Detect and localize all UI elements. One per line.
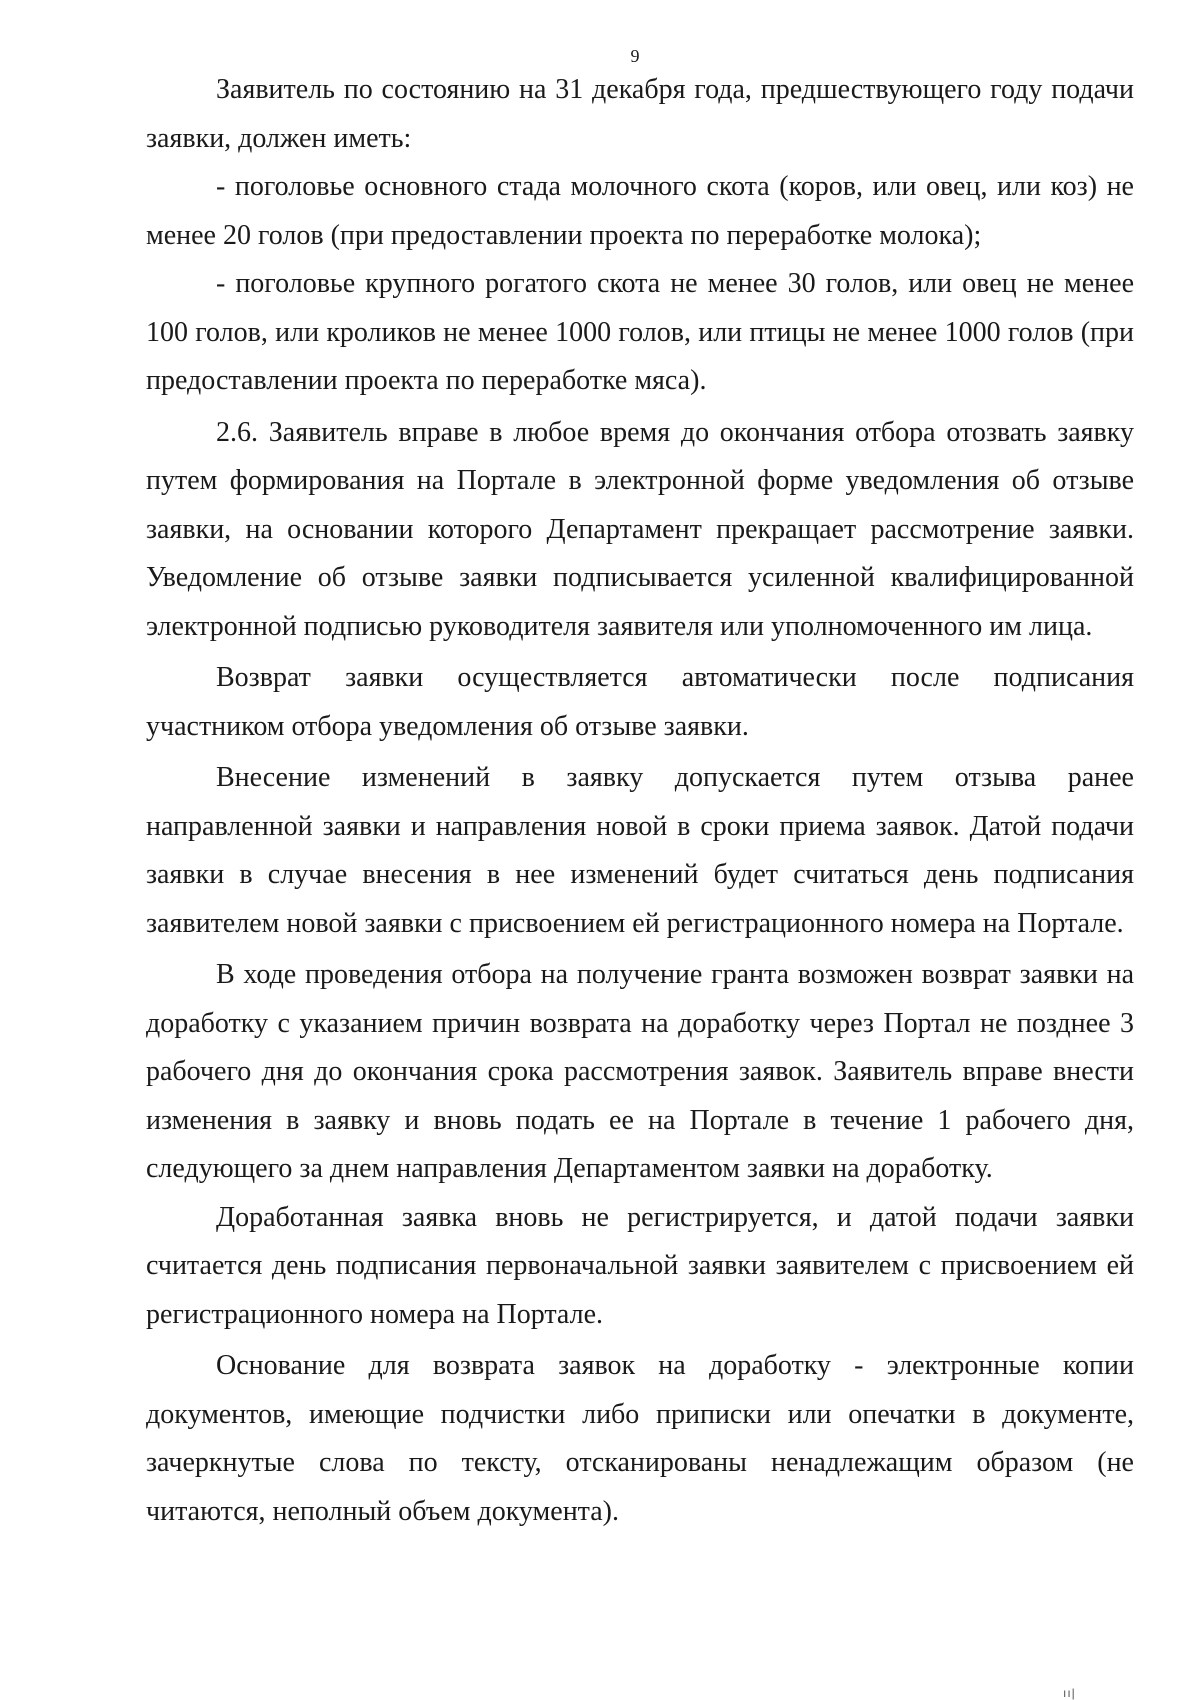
paragraph-return-grounds: Основание для возврата заявок на доработку - электронные копии документов, имеющие подчистки либо приписки или опечатки в документе, зачеркнутые слова по тексту, отсканированы ненадлежащим образом (не читаются, неполный объем документа). (146, 1350, 1134, 1527)
paragraph-revised-application: Доработанная заявка вновь не регистрируется, и датой подачи заявки считается день подписания первоначальной заявки заявителем с присвоением ей регистрационного номера на Портале. (146, 1201, 1134, 1330)
paragraph-applicant-requirements: Заявитель по состоянию на 31 декабря года, предшествующего году подачи заявки, должен иметь: (146, 74, 1134, 154)
paragraph-return-for-revision: В ходе проведения отбора на получение гранта возможен возврат заявки на доработку с указанием причин возврата на доработку через Портал не позднее 3 рабочего дня до окончания срока рассмотрения заявок. Заявитель вправе внести изменения в заявку и вновь подать ее на Портале в течение 1 рабочего дня, следующего за днем направления Департаментом заявки на доработку. (146, 959, 1134, 1184)
paragraph-amendments: Внесение изменений в заявку допускается путем отзыва ранее направленной заявки и направления новой в сроки приема заявок. Датой подачи заявки в случае внесения в нее изменений будет считаться день подписания заявителем новой заявки с присвоением ей регистрационного номера на Портале. (146, 762, 1134, 939)
scan-artifact-mark: ıı| (1063, 1686, 1076, 1700)
document-body (146, 66, 1134, 1536)
paragraph-automatic-return: Возврат заявки осуществляется автоматически после подписания участником отбора уведомления об отзыве заявки. (146, 662, 1134, 742)
paragraph-dairy-livestock: - поголовье основного стада молочного скота (коров, или овец, или коз) не менее 20 голов (при предоставлении проекта по переработке молока); (146, 171, 1134, 251)
page-number: 9 (630, 46, 640, 66)
paragraph-meat-livestock: - поголовье крупного рогатого скота не менее 30 голов, или овец не менее 100 голов, или кроликов не менее 1000 голов, или птицы не менее 1000 голов (при предоставлении проекта по переработке мяса). (146, 268, 1134, 396)
paragraph-withdrawal: 2.6. Заявитель вправе в любое время до окончания отбора отозвать заявку путем формирования на Портале в электронной форме уведомления об отзыве заявки, на основании которого Департамент прекращает рассмотрение заявки. Уведомление об отзыве заявки подписывается усиленной квалифицированной электронной подписью руководителя заявителя или уполномоченного им лица. (146, 416, 1134, 642)
